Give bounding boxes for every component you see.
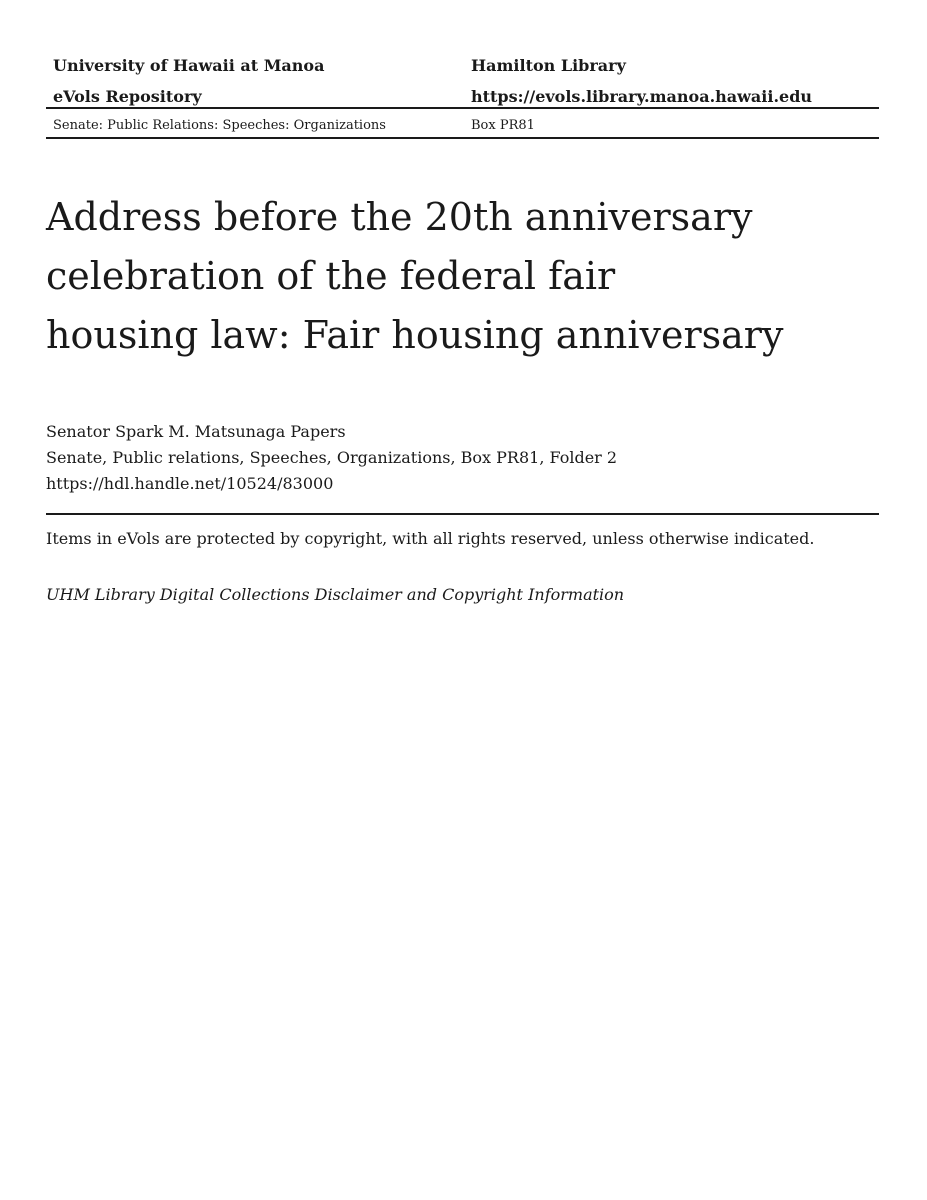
institution-name: University of Hawaii at Manoa [53,56,325,75]
header-divider-top [46,107,879,109]
title-line-2: celebration of the federal fair [46,254,616,298]
content-divider [46,513,879,515]
collection-path: Senate: Public Relations: Speeches: Organizations [53,118,386,133]
folder-location: Senate, Public relations, Speeches, Organizations, Box PR81, Folder 2 [46,448,618,467]
handle-link[interactable]: https://hdl.handle.net/10524/83000 [46,474,334,493]
header-row-top [46,52,879,80]
collection-name: Senator Spark M. Matsunaga Papers [46,422,346,441]
document-metadata [46,419,879,497]
header-divider-bottom [46,137,879,139]
document-title [46,188,846,365]
collection-info-row [46,116,879,136]
copyright-notice: Items in eVols are protected by copyright, with all rights reserved, unless otherwise indicated. [46,529,815,548]
repository-name: eVols Repository [53,87,202,106]
box-label: Box PR81 [471,118,535,133]
title-line-1: Address before the 20th anniversary [46,195,753,239]
disclaimer-link[interactable]: UHM Library Digital Collections Disclaimer and Copyright Information [46,585,625,604]
library-name: Hamilton Library [471,56,626,75]
title-line-3: housing law: Fair housing anniversary [46,313,784,357]
repository-url[interactable]: https://evols.library.manoa.hawaii.edu [471,87,813,106]
